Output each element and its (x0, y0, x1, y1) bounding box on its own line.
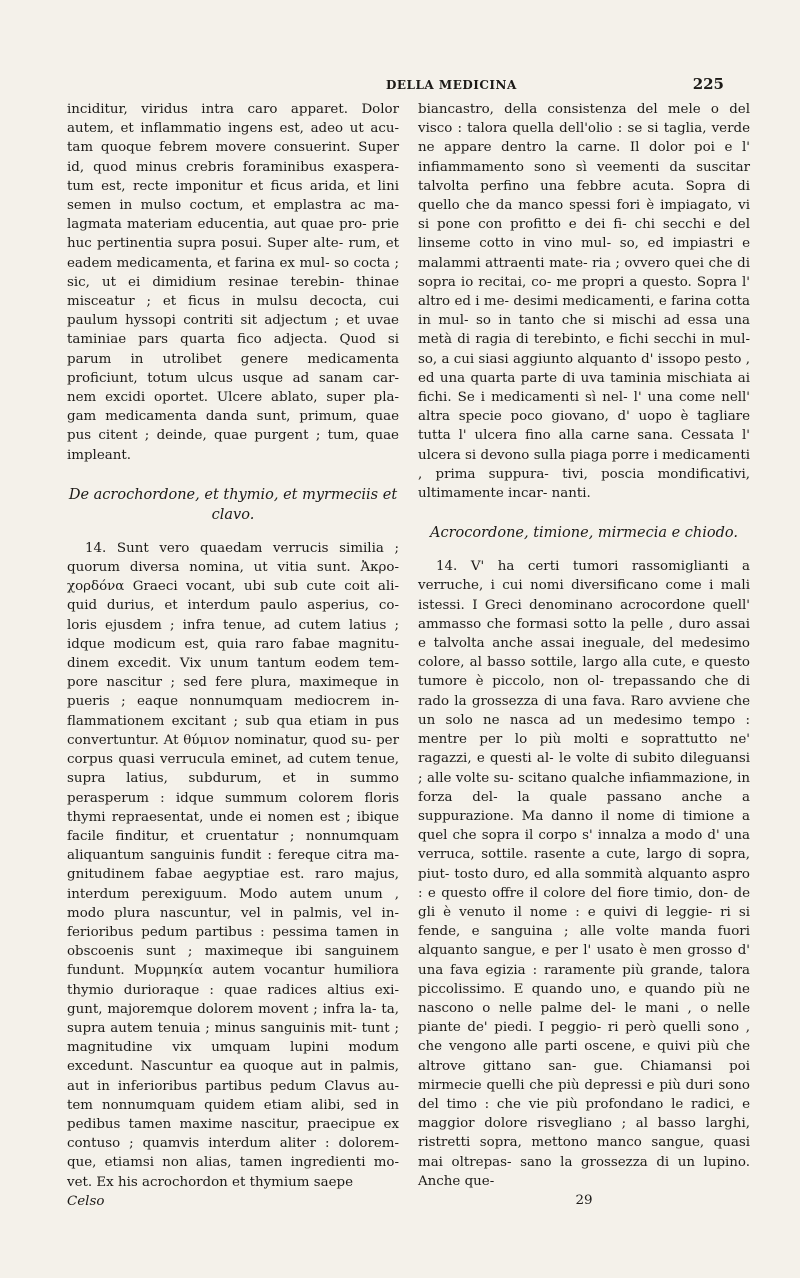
running-title: DELLA MEDICINA (386, 78, 517, 92)
latin-column (67, 100, 399, 1211)
latin-paragraph-1: inciditur, viridus intra caro apparet. Dolor autem, et inflammatio ingens est, adeo ut acu- tam quoque febrem movere consuerint. Super id, quod minus crebris foraminibus exaspera- tum est, recte imponitur et ficus arida, et lini semen in mulso coctum, et emplastra ac ma- lagmata materiam educentia, aut quae pro- prie huc pertinentia supra posui. Super alte- rum, et eadem medicamenta, et farina ex mul- so cocta ; sic, ut ei dimidium resinae terebin- thinae misceatur ; et ficus in mulsu decocta, cui paulum hyssopi contriti sit adjectum ; et uvae taminiae pars quarta fico adjecta. Quod si parum in utrolibet genere medicamenta proficiunt, totum ulcus usque ad sanam car- nem excidi oportet. Ulcere ablato, super pla- gam medicamenta danda sunt, primum, quae pus citent ; deinde, quae purgent ; tum, quae impleant. (67, 102, 399, 463)
page-number: 225 (692, 75, 724, 93)
italian-paragraph-2: 14. V' ha certi tumori rassomiglianti a verruche, i cui nomi diversificano come i mali istessi. I Greci denominano acrocordone quell' ammasso che formasi sotto la pelle , duro assai e talvolta anche assai ineguale, del medesimo colore, al basso sottile, largo alla cute, e questo tumore è piccolo, non ol- trepassando che di rado la grossezza di una fava. Raro avviene che un solo ne nasca ad un medesimo tempo : mentre per lo più molti e soprattutto ne' ragazzi, e questi al- le volte di subito dileguansi ; alle volte su- scitano qualche infiammazione, in forza del- la quale passano anche a suppurazione. Ma danno il nome di timione a quel che sopra il corpo s' innalza a modo d' una verruca, sottile. rasente a cute, largo di sopra, piut- tosto duro, ed alla sommità alquanto aspro : e questo offre il colore del fiore timio, don- de gli è venuto il nome : e quivi di leggie- ri si fende, e sanguina ; alle volte manda fuori alquanto sangue, e per l' usato è men grosso d' una fava egizia : raramente più grande, talora piccolissimo. E quando uno, e quando più ne nascono o nelle palme del- le mani , o nelle piante de' piedi. I peggio- ri però quelli sono , che vengono alle parti oscene, e quivi più che altrove gittano san- gue. Chiamansi poi mirmecie quelli che più depressi e più duri sono del timo : che vie più profondano le radici, e maggior dolore risvegliano ; al basso larghi, ristretti sopra, mettono manco sangue, quasi mai oltrepas- sano la grossezza di un lupino. Anche que- (418, 559, 750, 1189)
italian-paragraph-1: biancastro, della consistenza del mele o del visco : talora quella dell'olio : se si taglia, verde ne appare dentro la carne. Il dolor poi e l' infiammamento sono sì veementi da suscitar talvolta perfino una febbre acuta. Sopra di quello che da manco spessi fori è impiagato, vi si pone con profitto e dei fi- chi secchi e del linseme cotto in vino mul- so, ed impiastri e malammi attraenti mate- ria ; ovvero quei che di sopra io recitai, co- me propri a questo. Sopra l' altro ed i me- desimi medicamenti, e farina cotta in mul- so in tanto che si mischi ad essa una metà di ragia di terebinto, e fichi secchi in mul- so, a cui siasi aggiunto alquanto d' issopo pesto , ed una quarta parte di uva taminia mischiata ai fichi. Se i medicamenti sì nel- l' una come nell' altra specie poco giovano, d' uopo è tagliare tutta l' ulcera fino alla carne sana. Cessata l' ulcera si devono sulla piaga porre i medicamenti , prima suppura- tivi, poscia mondificativi, ultimamente incar- nanti. (418, 102, 750, 502)
page-header (104, 72, 724, 94)
italian-section-heading: Acrocordone, timione, mirmecia e chiodo. (430, 525, 738, 542)
latin-section-heading: De acrochordone, et thymio, et myrmeciis et clavo. (68, 486, 398, 523)
signature-mark: 29 (575, 1192, 593, 1208)
italian-column (418, 100, 750, 1210)
latin-paragraph-2: 14. Sunt vero quaedam verrucis similia ; quorum diversa nomina, ut vitia sunt. Ἀκρο- χορδόνα Graeci vocant, ubi sub cute coit ali- quid durius, et interdum paulo asperius, co- loris ejusdem ; infra tenue, ad cutem latius ; idque modicum est, quia raro fabae magnitu- dinem excedit. Vix unum tantum eodem tem- pore nascitur ; sed fere plura, maximeque in pueris ; eaque nonnumquam mediocrem in- flammationem excitant ; sub qua etiam in pus convertuntur. At θύμιον nominatur, quod su- per corpus quasi verrucula eminet, ad cutem tenue, supra latius, subdurum, et in summo perasperum : idque summum colorem floris thymi repraesentat, unde ei nomen est ; ibique facile finditur, et cruentatur ; nonnumquam aliquantum sanguinis fundit : fereque citra ma- gnitudinem fabae aegyptiae est. raro majus, interdum perexiguum. Modo autem unum , modo plura nascuntur, vel in palmis, vel in- ferioribus pedum partibus : pessima tamen in obscoenis sunt ; maximeque ibi sanguinem fundunt. Μυρμηκία autem vocantur humiliora thymio durioraque : quae radices altius exi- gunt, majoremque dolorem movent ; infra la- ta, supra autem tenuia ; minus sanguinis mit- tunt ; magnitudine vix umquam lupini modum excedunt. Nascuntur ea quoque aut in palmis, aut in inferioribus partibus pedum Clavus au- tem nonnumquam quidem etiam alibi, sed in pedibus tamen maxime nascitur, praecipue ex contuso ; quamvis interdum aliter : dolorem- que, etiamsi non alias, tamen ingredienti mo- vet. Ex his acrochordon et thymium saepe (67, 540, 399, 1190)
catchword: Celso (67, 1193, 105, 1209)
